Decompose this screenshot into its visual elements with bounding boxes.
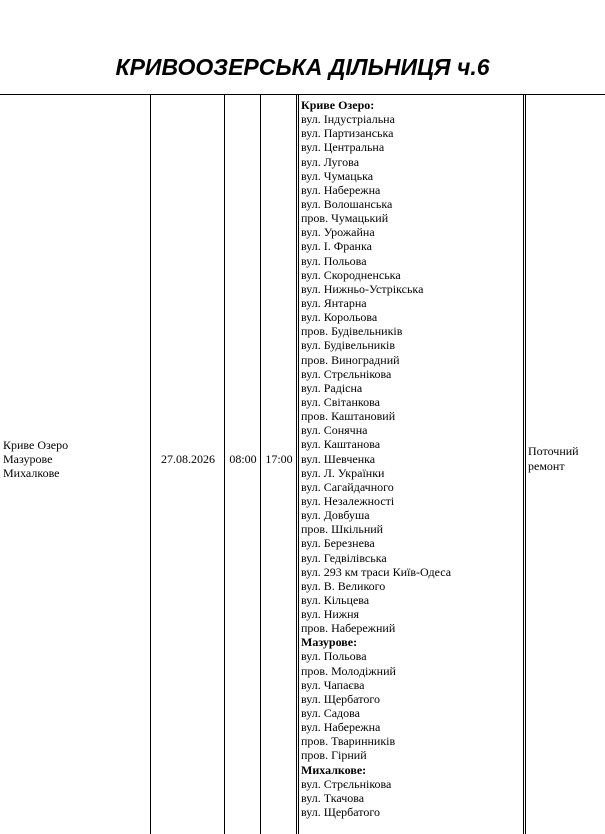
street-item: вул. Кільцева xyxy=(301,592,370,607)
street-item: вул. Березнева xyxy=(301,536,375,551)
settlement-heading: Михалкове: xyxy=(301,762,367,777)
street-item: вул. Партизанська xyxy=(301,126,394,141)
street-item: вул. Польова xyxy=(301,253,367,268)
street-item: пров. Набережний xyxy=(301,621,396,636)
street-item: вул. Волошанська xyxy=(301,196,393,211)
reason-cell xyxy=(528,94,603,824)
street-item: пров. Гірний xyxy=(301,748,367,763)
start-time: 08:00 xyxy=(229,451,257,466)
column-divider xyxy=(150,94,151,834)
column-divider xyxy=(224,94,225,834)
street-item: вул. Набережна xyxy=(301,182,381,197)
street-item: вул. Набережна xyxy=(301,720,381,735)
street-item: вул. Нижня xyxy=(301,607,360,622)
settlement-heading: Мазурове: xyxy=(301,635,358,650)
street-item: вул. Корольова xyxy=(301,310,378,325)
settlement-name: Мазурове xyxy=(3,451,53,466)
end-time-cell xyxy=(262,94,296,824)
outage-date: 27.08.2026 xyxy=(161,451,215,466)
street-item: вул. Л. Українки xyxy=(301,465,385,480)
street-item: пров. Виноградний xyxy=(301,352,400,367)
street-item: вул. Щербатого xyxy=(301,805,380,820)
schedule-table xyxy=(0,94,605,834)
street-item: вул. Сагайдачного xyxy=(301,479,394,494)
street-item: вул. Нижньо-Устрікська xyxy=(301,281,424,296)
street-item: вул. Сонячна xyxy=(301,423,368,438)
settlements-cell xyxy=(3,94,148,824)
street-item: вул. Індустріальна xyxy=(301,112,395,127)
street-item: пров. Каштановий xyxy=(301,409,396,424)
street-item: пров. Будівельників xyxy=(301,324,403,339)
street-item: вул. Центральна xyxy=(301,140,385,155)
street-item: вул. Каштанова xyxy=(301,437,381,452)
street-item: вул. Стрєльнікова xyxy=(301,776,392,791)
streets-list xyxy=(301,98,523,819)
column-divider xyxy=(296,94,299,834)
reason-line: Поточний xyxy=(528,444,579,458)
street-item: вул. Щербатого xyxy=(301,691,380,706)
street-item: пров. Чумацький xyxy=(301,211,389,226)
street-item: пров. Тваринників xyxy=(301,734,396,749)
street-item: вул. Ткачова xyxy=(301,790,365,805)
street-item: вул. Лугова xyxy=(301,154,360,169)
settlement-heading: Криве Озеро: xyxy=(301,98,375,112)
street-item: пров. Молодіжний xyxy=(301,663,396,678)
street-item: вул. Радісна xyxy=(301,380,363,395)
street-item: вул. Польова xyxy=(301,649,367,664)
street-item: вул. В. Великого xyxy=(301,578,386,593)
settlement-name: Криве Озеро xyxy=(3,437,69,452)
date-cell xyxy=(152,94,224,824)
street-item: вул. Світанкова xyxy=(301,394,380,409)
street-item: вул. Янтарна xyxy=(301,295,367,310)
start-time-cell xyxy=(226,94,260,824)
reason-text xyxy=(528,444,579,474)
street-item: вул. Незалежності xyxy=(301,493,395,508)
street-item: вул. Чапаєва xyxy=(301,677,365,692)
street-item: пров. Шкільний xyxy=(301,522,384,537)
street-item: вул. Скородненська xyxy=(301,267,401,282)
street-item: вул. Садова xyxy=(301,706,360,721)
settlements-list xyxy=(3,438,68,481)
street-item: вул. Стрєльнікова xyxy=(301,366,392,381)
reason-line: ремонт xyxy=(528,459,565,473)
street-item: вул. Довбуша xyxy=(301,508,370,523)
column-divider xyxy=(260,94,261,834)
settlement-name: Михалкове xyxy=(3,466,60,481)
street-item: вул. І. Франка xyxy=(301,239,372,254)
column-divider xyxy=(523,94,526,834)
page-title: КРИВООЗЕРСЬКА ДІЛЬНИЦЯ ч.6 xyxy=(115,54,490,80)
street-item: вул. Шевченка xyxy=(301,451,376,466)
street-item: вул. Будівельників xyxy=(301,338,396,353)
street-item: вул. 293 км траси Київ-Одеса xyxy=(301,564,452,579)
street-item: вул. Гедвілівська xyxy=(301,550,387,565)
street-item: вул. Урожайна xyxy=(301,225,375,240)
street-item: вул. Чумацька xyxy=(301,168,374,183)
end-time: 17:00 xyxy=(265,451,293,466)
